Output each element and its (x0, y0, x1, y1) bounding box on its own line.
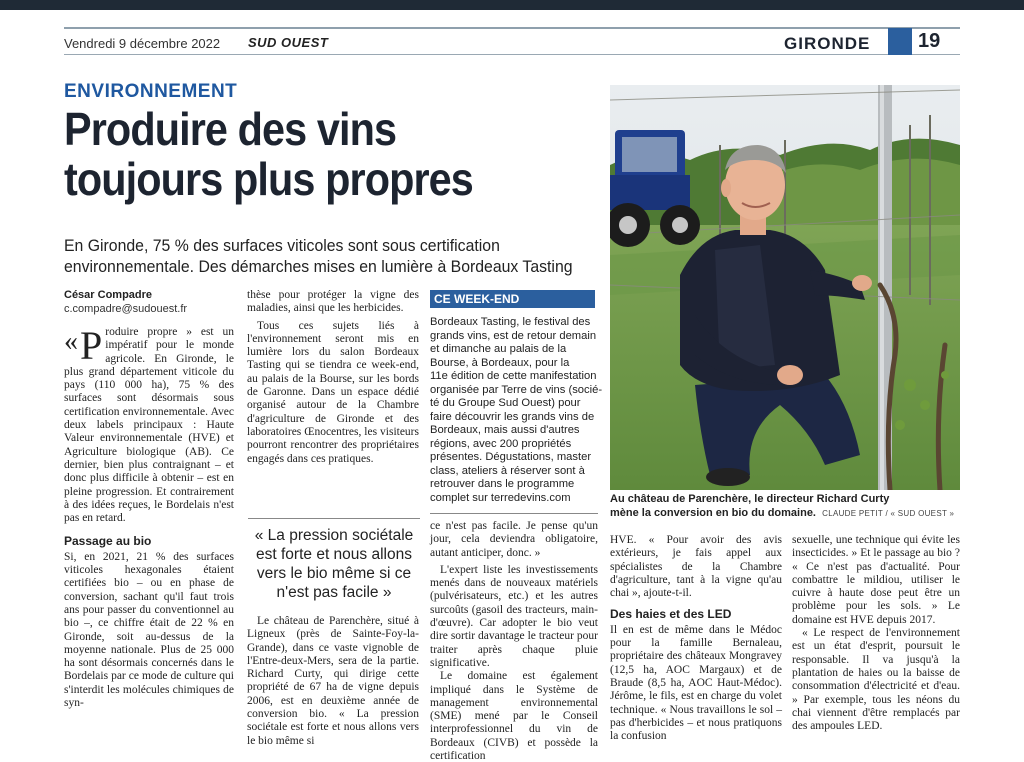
weekend-line: té du Groupe Sud Ouest) pour (430, 397, 581, 409)
weekend-line: Bourse, à Bordeaux, pour la (430, 356, 570, 369)
article-column-3 (430, 520, 598, 762)
weekend-line: complet sur terredevins.com (430, 491, 571, 504)
photo-caption (610, 493, 960, 520)
body-paragraph: Si, en 2021, 21 % des surfaces viticoles hexagonales étaient certifiées bio – ou en phase de conversion, sachant qu'il faut trois ans pour passer du conventionnel au bio –, ce chiffre était de 22 % en Gironde, soit au-dessus de la moyenne nationale. Plus de 25 000 ha sont désormais concernés dans le Bordelais par ce mode de culture qui s'interdit les molécules chimiques de syn- (64, 550, 234, 710)
open-quote-mark: « (64, 326, 78, 357)
page-number-box (888, 28, 912, 55)
article-photo (610, 85, 960, 490)
article-column-1 (64, 323, 234, 710)
intro-text: roduire propre » est un impératif pour le monde agricole. En Gironde, le plus grand département viticole du pays (110 000 ha), 75 % des surfaces sont désormais sous certification environnementale. Avec deux labels principaux : Haute Valeur environnementale (HVE) et Agriculture biologique (AB). Ce dernier, bien plus contraignant – et donc plus difficile à obtenir – est en pleine progression. Et contrairement à des idées reçues, le Bordelais n'est pas en retard. (64, 326, 234, 525)
headline-line: toujours plus propres (64, 153, 473, 205)
body-paragraph: Il en est de même dans le Médoc pour la famille Bernaleau, propriétaire des châteaux Mongravey (12,5 ha, AOC Margaux) et de Braude (8,5 ha, AOC Haut-Médoc). Jérôme, le fils, est en charge du volet technique. « Nous travaillons le sol – pas d'herbicides – et nous pratiquons la confusion (610, 623, 782, 743)
intro-paragraph (64, 323, 234, 525)
article-column-4 (610, 534, 782, 743)
article-kicker: ENVIRONNEMENT (64, 81, 238, 102)
weekend-line: et dimanche au palais de la (430, 343, 567, 355)
weekend-line: Bordeaux Tasting, le festival des (430, 316, 591, 328)
weekend-line: class, ateliers à réserver sont à (430, 464, 585, 477)
top-frame-bar (0, 0, 1024, 10)
body-paragraph: « Le respect de l'environnement est un état d'esprit, poursuit le responsable. Il va jusqu'à la plantation de haies ou la baisse de consommation d'électricité et d'eau. » Par exemple, tous les néons du chai viennent d'être remplacés par des ampoules LED. (792, 627, 960, 733)
weekend-line: grands vins, est de retour demain (430, 329, 597, 342)
photo-credit: CLAUDE PETIT / « SUD OUEST » (822, 508, 955, 518)
weekend-box-body (430, 316, 603, 505)
weekend-line: régions, avec 200 propriétés (430, 437, 572, 450)
page-number: 19 (918, 30, 941, 52)
subhead-passage-au-bio: Passage au bio (64, 534, 152, 549)
publication-name: SUD OUEST (248, 35, 329, 50)
subhead-haies-led: Des haies et des LED (610, 607, 732, 622)
body-paragraph: ce n'est pas facile. Je pense qu'un jour, cela deviendra obligatoire, autant anticiper, donc. » (430, 520, 598, 559)
weekend-line: Bordeaux, mais aussi d'autres (430, 424, 580, 436)
photo-illustration (610, 85, 960, 490)
weekend-line: présentes. Dégustations, master (430, 451, 592, 463)
body-paragraph: sexuelle, une technique qui évite les insecticides. » Et le passage au bio ? « Ce n'est pas d'actualité. Pour combattre le mildiou, utiliser le cuivre à haute dose peut être un problème pour les sols. » Le domaine est HVE depuis 2017. (792, 534, 960, 626)
author-email[interactable]: c.compadre@sudouest.fr (64, 303, 188, 315)
caption-line-2: mène la conversion en bio du domaine. CLAUDE PETIT / « SUD OUEST » (610, 506, 955, 519)
body-paragraph: L'expert liste les investissements menés dans de nouveaux matériels (pulvérisateurs, etc.) et les autres surcoûts (gasoil des tracteurs, main-d'œuvre). Car adopter le bio veut dire sortir davantage le tracteur pour traiter après chaque pluie significative. (430, 563, 598, 669)
author-name: César Compadre (64, 289, 153, 301)
lead-line: environnementale. Des démarches mises en lumière à Bordeaux Tasting (64, 257, 573, 276)
article-column-5 (792, 534, 960, 733)
article-lead (64, 235, 609, 277)
weekend-line: faire découvrir les grands vins de (430, 410, 595, 423)
lead-line: En Gironde, 75 % des surfaces viticoles sont sous certification (64, 236, 500, 255)
weekend-line: retrouver dans le programme (430, 478, 575, 490)
body-paragraph: HVE. « Pour avoir des avis extérieurs, je fais appel aux spécialistes de la Chambre d'agriculture, tant à la vigne qu'au chai », ajoute-t-il. (610, 534, 782, 600)
article-headline (64, 104, 550, 204)
section-name: GIRONDE (784, 34, 871, 53)
weekend-line: 11e édition de cette manifestation (430, 370, 597, 382)
weekend-box-title: CE WEEK-END (434, 292, 520, 306)
header-top-rule (64, 27, 960, 29)
body-paragraph: Le domaine est également impliqué dans le Système de management environnemental (SME) mené par le Conseil interprofessionnel du vin de Bordeaux (CIVB) et possède la certification (430, 670, 598, 762)
body-paragraph: thèse pour protéger la vigne des maladies, ainsi que les herbicides. (247, 289, 419, 315)
body-paragraph: Tous ces sujets liés à l'environnement seront mis en lumière lors du salon Bordeaux Tasting qui se tiendra ce week-end, au palais de la Bourse, sur les bords de Garonne. Dans un espace dédié organisé autour de la Chambre d'agriculture de Gironde et des laboratoires Œnocentres, les visiteurs pourront rencontrer des propriétaires engagés dans ces pratiques. (247, 319, 419, 465)
body-paragraph: Le château de Parenchère, situé à Ligneux (près de Sainte-Foy-la-Grande), dans ce vaste vignoble de l'Entre-deux-Mers, sera de la partie. Richard Curty, qui dirige cette propriété de 67 ha de vigne depuis 2006, est en deuxième année de conversion bio. « La pression sociétale est forte et nous allons vers le bio même si (247, 615, 419, 747)
weekend-line: organisée par Terre de vins (socié- (430, 383, 603, 396)
headline-line: Produire des vins (64, 103, 397, 155)
pull-quote-rule (248, 518, 420, 519)
weekend-box-rule (430, 513, 598, 514)
article-column-2-top (247, 289, 419, 466)
header-bottom-rule (64, 54, 960, 55)
issue-date: Vendredi 9 décembre 2022 (64, 36, 221, 51)
caption-line: Au château de Parenchère, le directeur Richard Curty (610, 493, 890, 505)
drop-cap: P (80, 323, 103, 368)
article-column-2-bottom (247, 615, 419, 748)
pull-quote: « La pression sociétale est forte et nous allons vers le bio même si ce n'est pas facile » (254, 527, 414, 601)
